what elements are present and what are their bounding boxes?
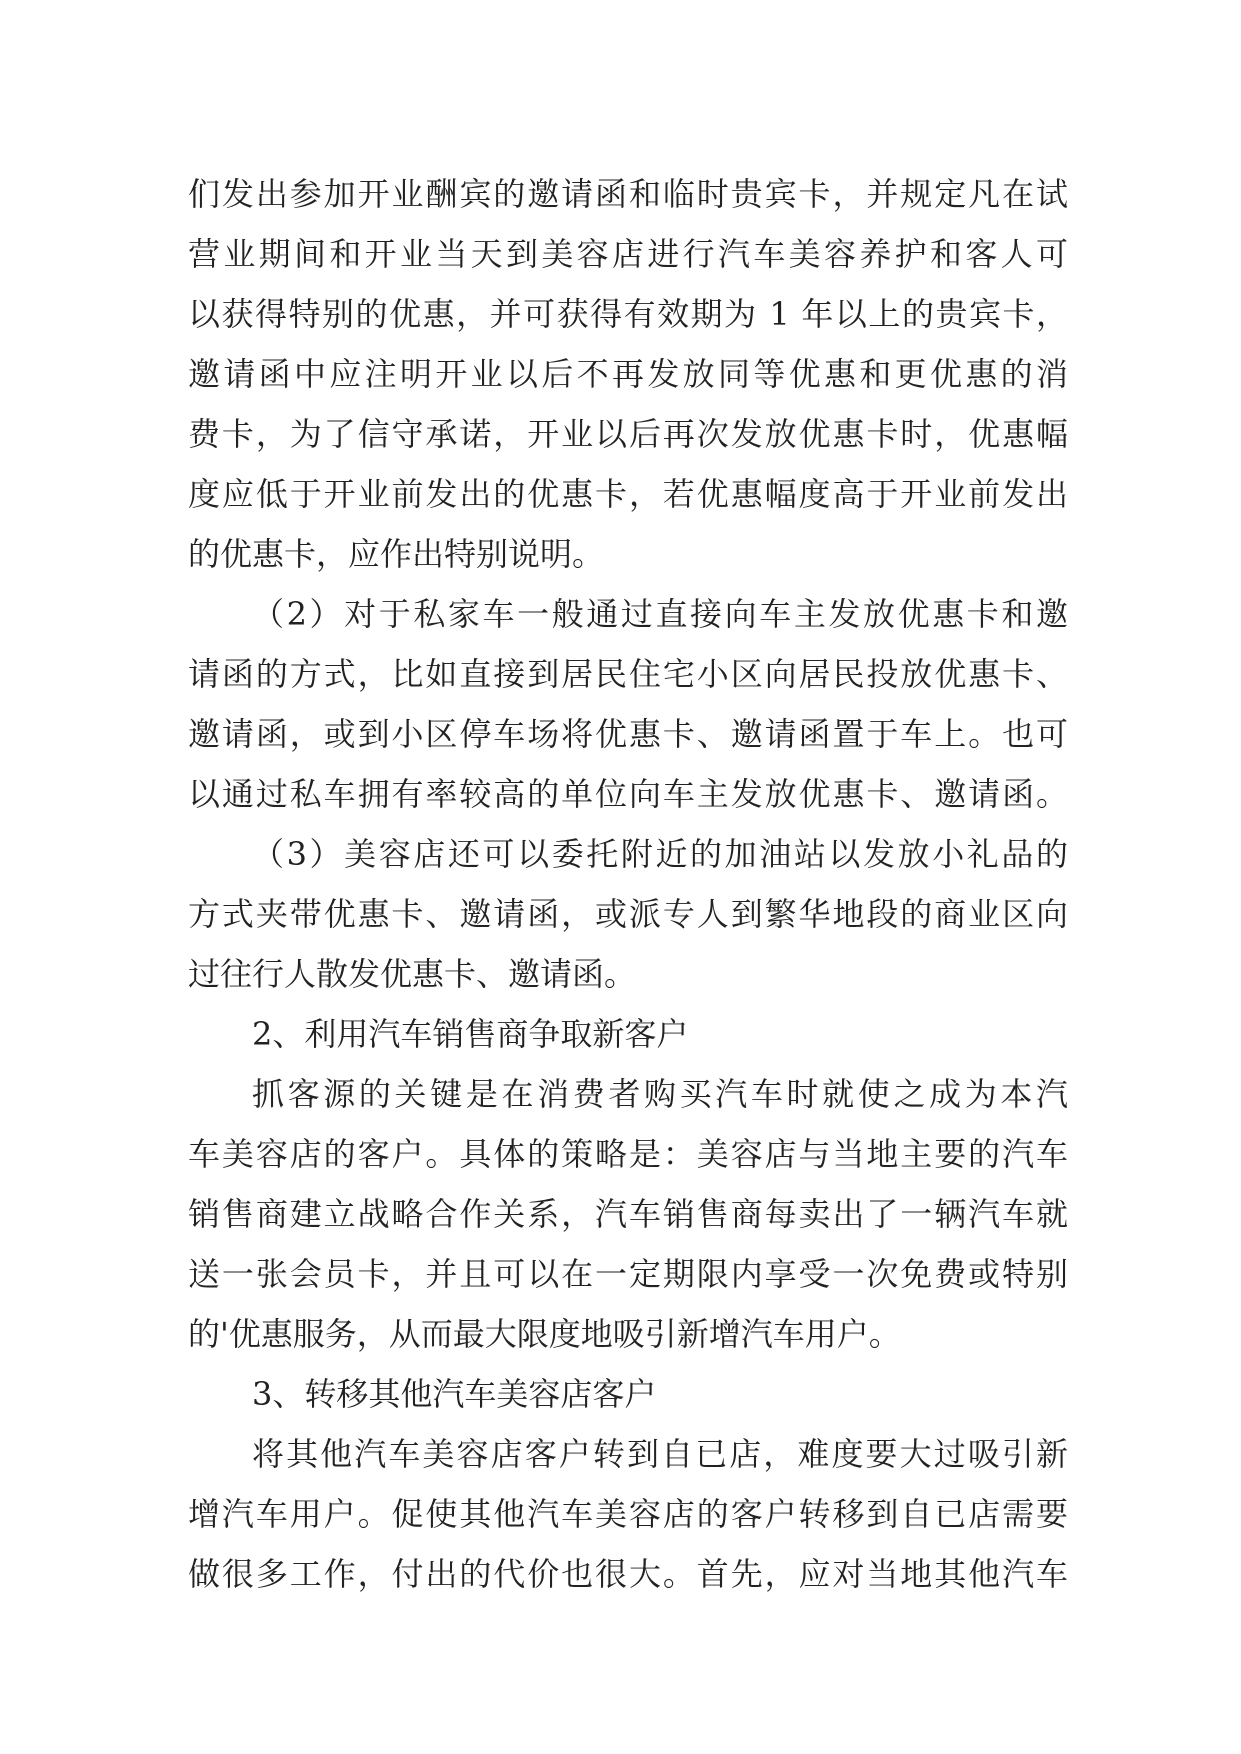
text-line: 2、利用汽车销售商争取新客户 xyxy=(252,1015,689,1053)
text-line: 们发出参加开业酬宾的邀请函和临时贵宾卡，并规定凡在试 xyxy=(188,175,1068,213)
text-line: 以获得特别的优惠，并可获得有效期为 1 年以上的贵宾卡， xyxy=(188,295,1068,333)
text-line: 增汽车用户。促使其他汽车美容店的客户转移到自已店需要 xyxy=(188,1495,1068,1533)
text-line: 的'优惠服务，从而最大限度地吸引新增汽车用户。 xyxy=(188,1315,901,1353)
text-line: 抓客源的关键是在消费者购买汽车时就使之成为本汽 xyxy=(252,1075,1068,1113)
text-line: 的优惠卡，应作出特别说明。 xyxy=(188,535,605,573)
text-line: 营业期间和开业当天到美容店进行汽车美容养护和客人可 xyxy=(188,235,1068,273)
text-line: 方式夹带优惠卡、邀请函，或派专人到繁华地段的商业区向 xyxy=(188,895,1068,933)
text-line: 以通过私车拥有率较高的单位向车主发放优惠卡、邀请函。 xyxy=(188,775,1068,813)
text-line: 度应低于开业前发出的优惠卡，若优惠幅度高于开业前发出 xyxy=(188,475,1068,513)
text-line: （2）对于私家车一般通过直接向车主发放优惠卡和邀 xyxy=(252,595,1068,633)
text-line: 做很多工作，付出的代价也很大。首先，应对当地其他汽车 xyxy=(188,1555,1068,1593)
text-line: 请函的方式，比如直接到居民住宅小区向居民投放优惠卡、 xyxy=(188,655,1068,693)
text-line: 将其他汽车美容店客户转到自已店，难度要大过吸引新 xyxy=(252,1435,1068,1473)
text-line: 送一张会员卡，并且可以在一定期限内享受一次免费或特别 xyxy=(188,1255,1068,1293)
text-line: 过往行人散发优惠卡、邀请函。 xyxy=(188,955,637,993)
text-line: 车美容店的客户。具体的策略是：美容店与当地主要的汽车 xyxy=(188,1135,1068,1173)
body-text xyxy=(188,164,1068,1604)
text-line: 邀请函中应注明开业以后不再发放同等优惠和更优惠的消 xyxy=(188,355,1068,393)
text-line: 邀请函，或到小区停车场将优惠卡、邀请函置于车上。也可 xyxy=(188,715,1068,753)
text-line: 销售商建立战略合作关系，汽车销售商每卖出了一辆汽车就 xyxy=(188,1195,1068,1233)
text-line: 费卡，为了信守承诺，开业以后再次发放优惠卡时，优惠幅 xyxy=(188,415,1068,453)
text-line: （3）美容店还可以委托附近的加油站以发放小礼品的 xyxy=(252,835,1068,873)
text-line: 3、转移其他汽车美容店客户 xyxy=(252,1375,657,1413)
